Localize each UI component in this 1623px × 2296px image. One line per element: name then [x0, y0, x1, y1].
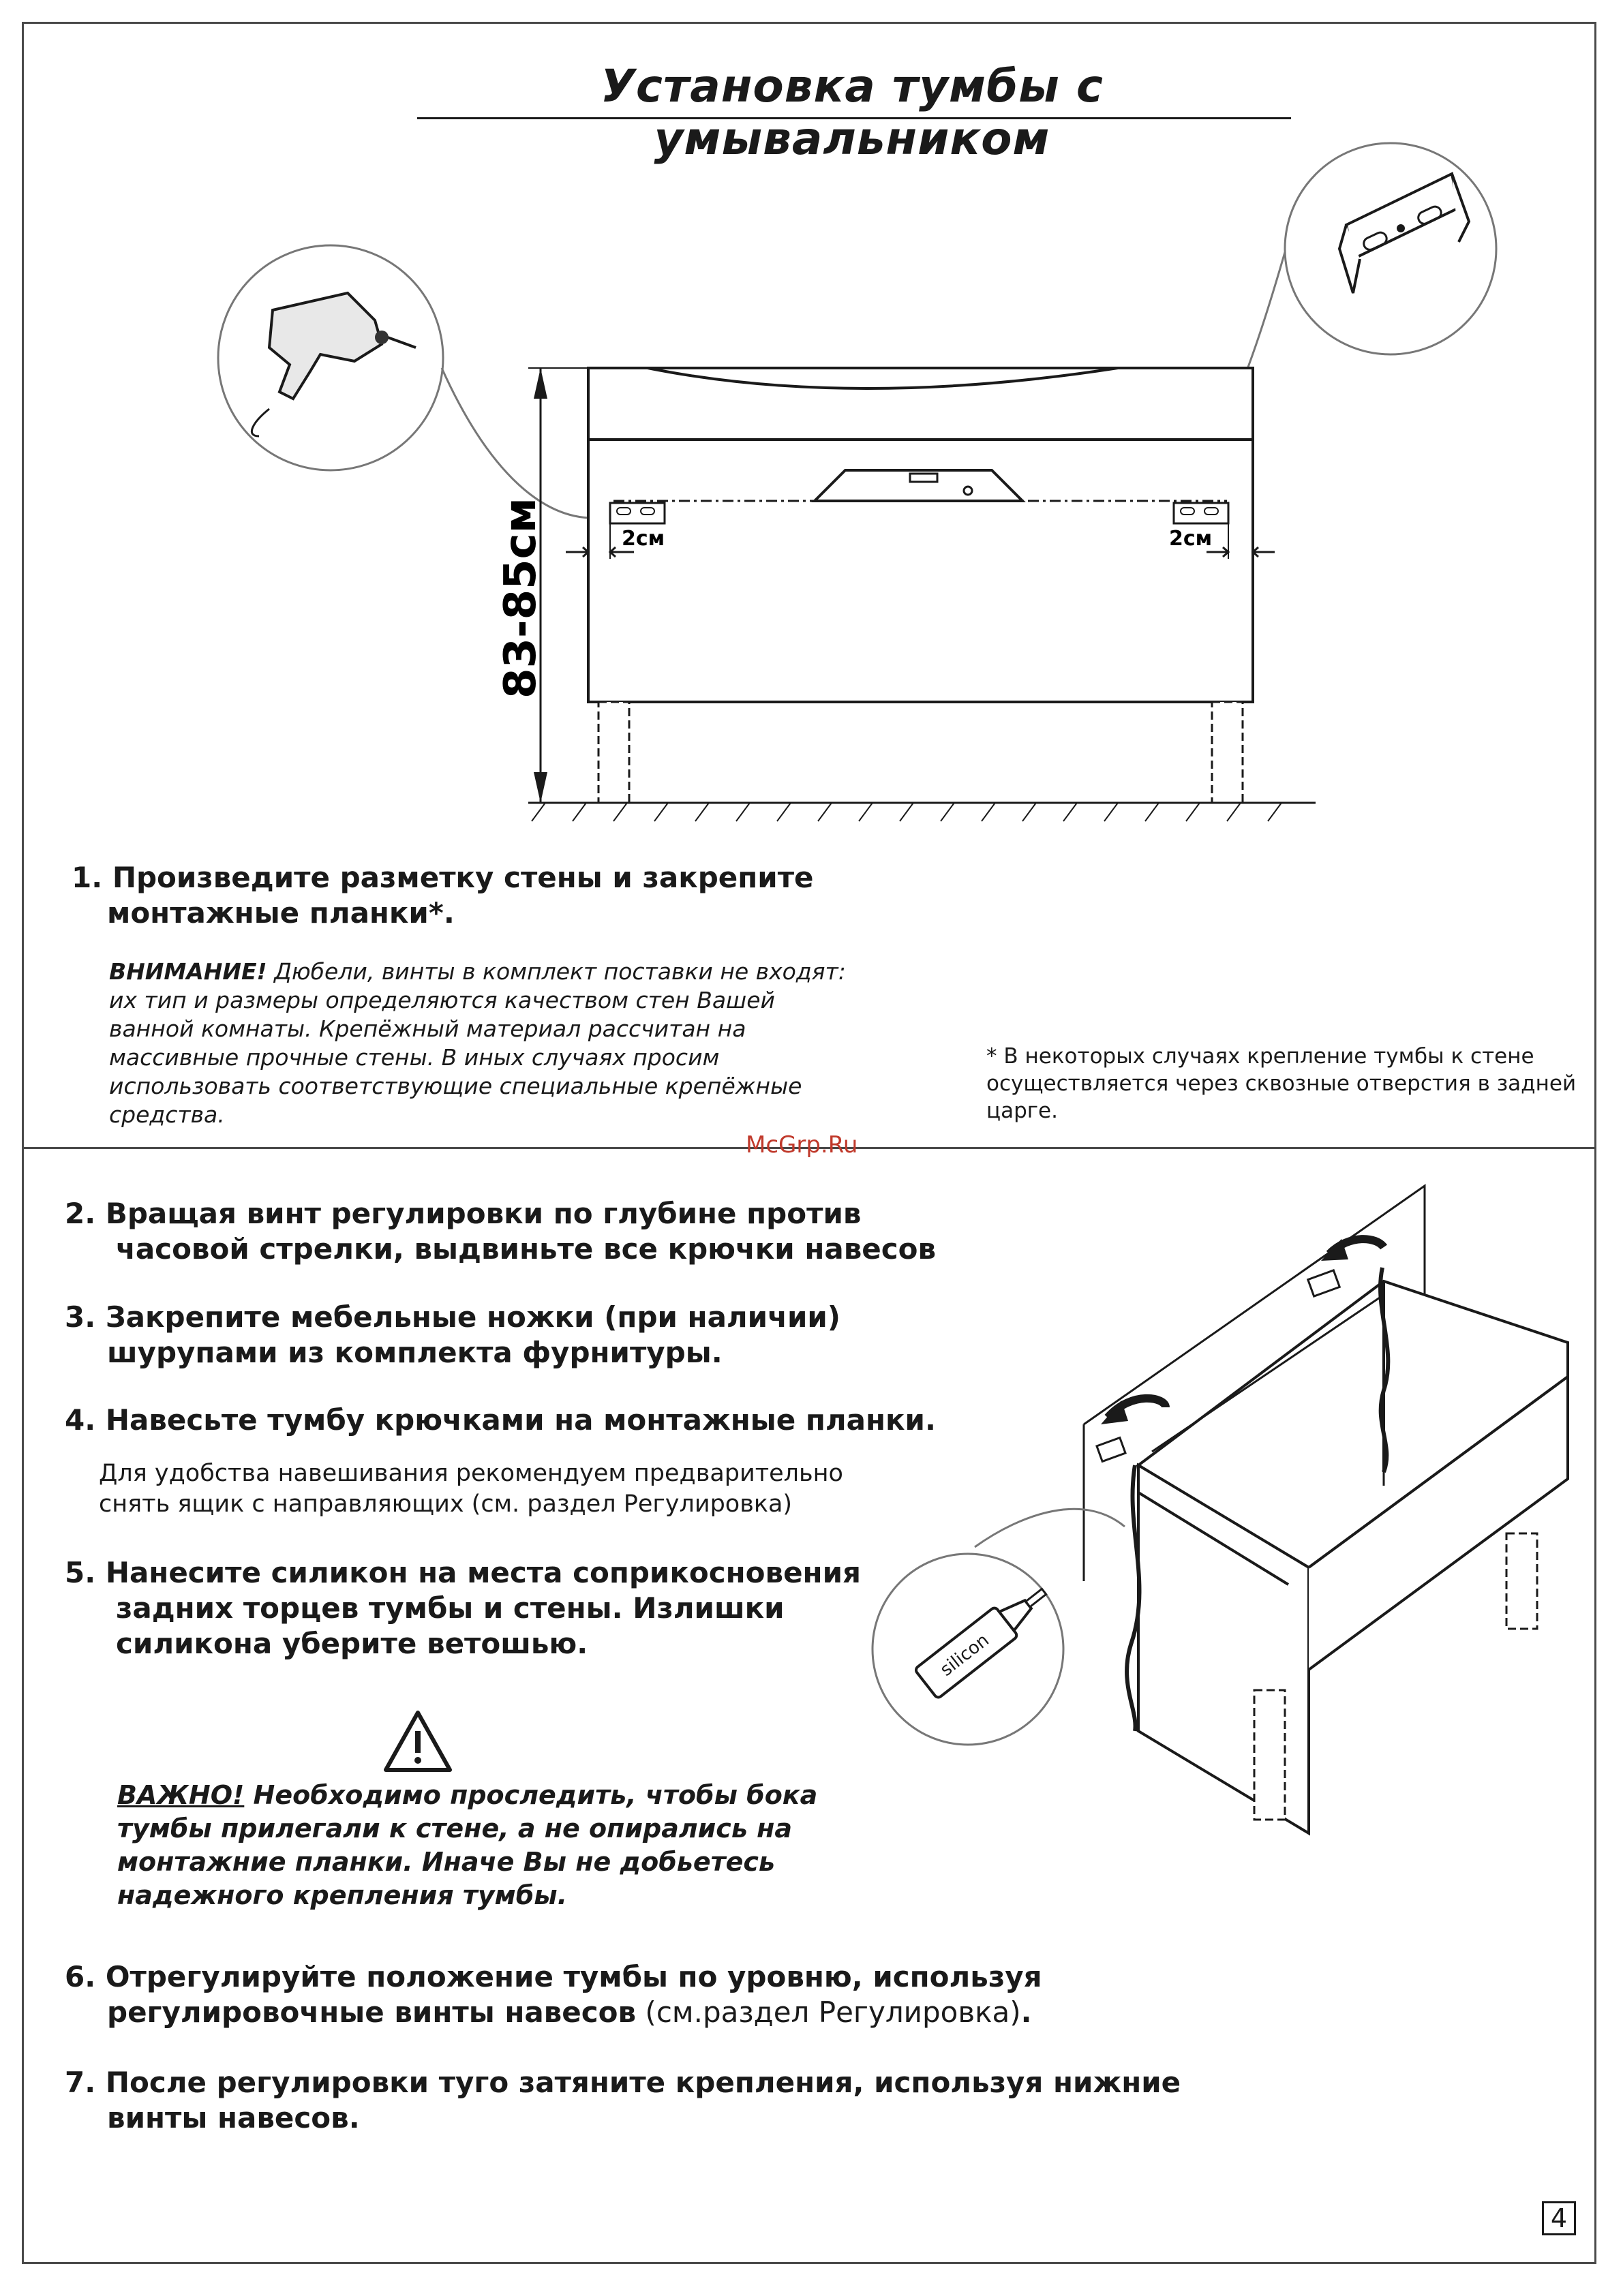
vanity-front-diagram	[0, 0, 1623, 859]
leg-left	[598, 702, 629, 803]
step-4-number: 4.	[65, 1403, 96, 1437]
cabinet-hanging-diagram	[866, 1172, 1616, 1854]
sink-top	[588, 368, 1253, 440]
leg-back	[1506, 1533, 1537, 1629]
step-5-number: 5.	[65, 1556, 96, 1589]
important-lead: ВАЖНО!	[117, 1780, 245, 1810]
silicon-label: silicon	[936, 1629, 993, 1681]
step-5: 5. Нанесите силикон на места соприкосновения задних торцев тумбы и стены. Излишки силикона уберите ветошью.	[65, 1556, 861, 1660]
gap-label-left: 2см	[622, 527, 665, 551]
step-1-line1: Произведите разметку стены и закрепите	[112, 861, 814, 894]
watermark: McGrp.Ru	[746, 1131, 858, 1159]
warning-icon	[380, 1707, 455, 1775]
height-label: 83-85см	[496, 498, 546, 699]
hanging-hint: Для удобства навешивания рекомендуем предварительно снять ящик с направляющих (см. раздел Регулировка)	[99, 1460, 843, 1518]
step-2: 2. Вращая винт регулировки по глубине против часовой стрелки, выдвиньте все крючки навесов	[65, 1197, 937, 1266]
cabinet	[1138, 1281, 1568, 1833]
silicon-tube-icon	[915, 1577, 1056, 1699]
footnote: * В некоторых случаях крепление тумбы к стене осуществляется через сквозные отверстия в задней царге.	[986, 1044, 1577, 1123]
step-7: 7. После регулировки туго затяните крепления, используя нижние винты навесов.	[65, 2066, 1181, 2134]
step-7-number: 7.	[65, 2066, 96, 2099]
important-note: ВАЖНО! Необходимо проследить, чтобы бока тумбы прилегали к стене, а не опирались на монтажние планки. Иначе Вы не добьетесь надежного крепления тумбы.	[117, 1780, 818, 1910]
attention-note: ВНИМАНИЕ! Дюбели, винты в комплект поставки не входят: их тип и размеры определяются качеством стен Вашей ванной комнаты. Крепёжный материал рассчитан на массивные прочные стены. В иных случаях просим использовать соответствующие специальные крепёжные средства.	[109, 958, 846, 1128]
page-number: 4	[1542, 2201, 1576, 2235]
step-6: 6. Отрегулируйте положение тумбы по уровню, используя регулировочные винты навесов (см.раздел Регулировка).	[65, 1960, 1042, 2029]
step-3-number: 3.	[65, 1300, 96, 1334]
step-4: 4. Навесьте тумбу крючками на монтажные планки.	[65, 1403, 936, 1437]
leg-front	[1254, 1690, 1285, 1820]
drill-callout	[218, 245, 443, 470]
step-1-line2: монтажные планки*.	[107, 896, 455, 930]
mounting-bracket-callout	[1285, 143, 1496, 354]
step-2-number: 2.	[65, 1197, 96, 1230]
step-1	[72, 860, 814, 931]
leg-right	[1212, 702, 1243, 803]
step-6-number: 6.	[65, 1960, 96, 1993]
page-title: Установка тумбы с умывальником	[601, 60, 1104, 165]
step-1-number: 1.	[72, 861, 103, 894]
attention-lead: ВНИМАНИЕ!	[109, 958, 267, 985]
gap-label-right: 2см	[1169, 527, 1213, 551]
step-3: 3. Закрепите мебельные ножки (при наличии) шурупами из комплекта фурнитуры.	[65, 1300, 840, 1369]
